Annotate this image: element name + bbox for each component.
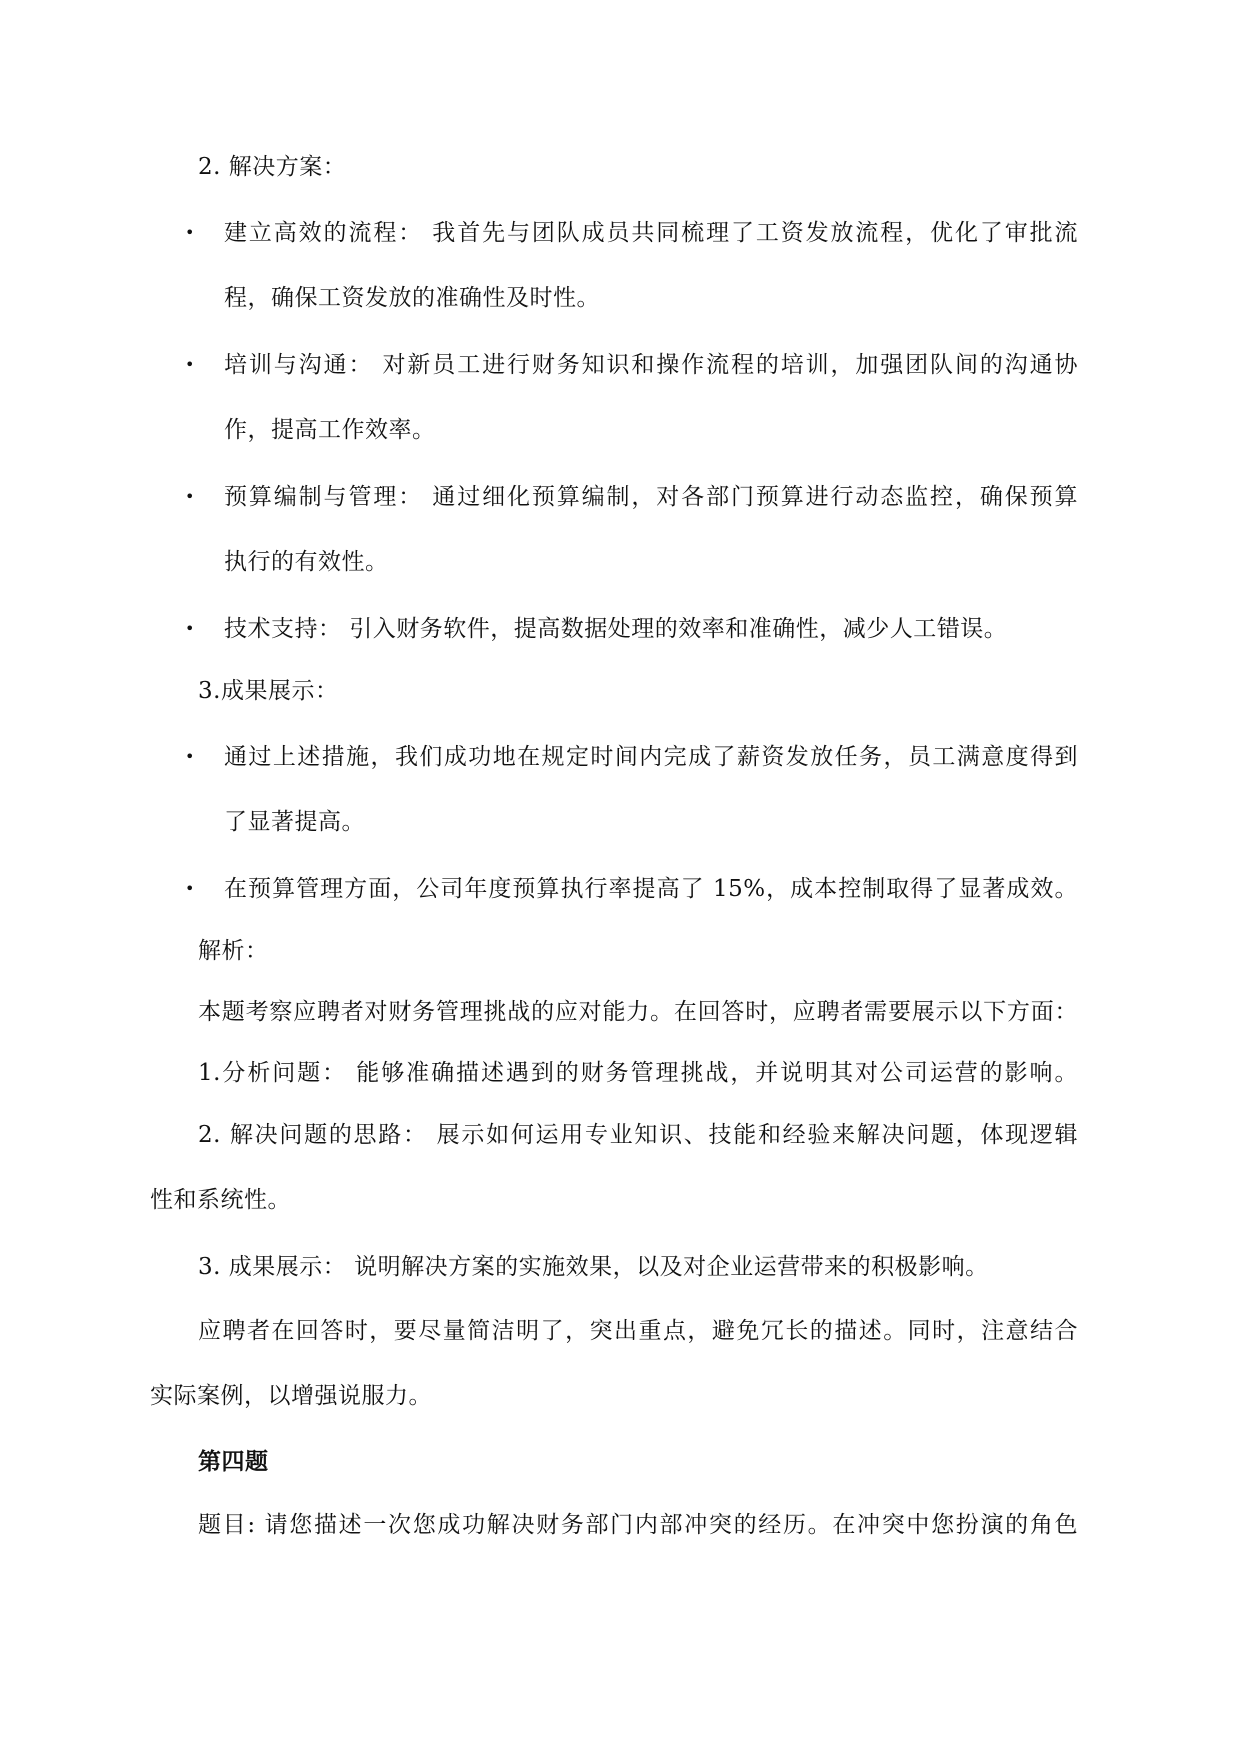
result-1-line1: 通过上述措施，我们成功地在规定时间内完成了薪资发放任务，员工满意度得到: [224, 744, 1078, 770]
solution-3-line2: 执行的有效性。: [224, 549, 389, 575]
analysis-point-2-line1: 2. 解决问题的思路： 展示如何运用专业知识、技能和经验来解决问题，体现逻辑: [198, 1122, 1078, 1148]
section3-heading: 3.成果展示：: [198, 678, 339, 704]
solution-2-line2: 作，提高工作效率。: [224, 417, 436, 443]
bullet-icon: •: [185, 355, 195, 374]
advice-line1: 应聘者在回答时，要尽量简洁明了，突出重点，避免冗长的描述。同时，注意结合: [198, 1318, 1078, 1344]
bullet-icon: •: [185, 223, 195, 242]
analysis-point-3: 3. 成果展示： 说明解决方案的实施效果，以及对企业运营带来的积极影响。: [198, 1254, 989, 1280]
bullet-icon: •: [185, 879, 195, 898]
q4-prompt: 题目: 请您描述一次您成功解决财务部门内部冲突的经历。在冲突中您扮演的角色: [198, 1512, 1078, 1538]
result-1-line2: 了显著提高。: [224, 809, 365, 835]
solution-4-line1: 技术支持： 引入财务软件，提高数据处理的效率和准确性，减少人工错误。: [224, 616, 1008, 642]
q4-heading: 第四题: [198, 1449, 269, 1475]
section2-heading: 2. 解决方案：: [198, 154, 347, 180]
analysis-point-1: 1.分析问题： 能够准确描述遇到的财务管理挑战，并说明其对公司运营的影响。: [198, 1060, 1078, 1086]
bullet-icon: •: [185, 747, 195, 766]
analysis-intro: 本题考察应聘者对财务管理挑战的应对能力。在回答时，应聘者需要展示以下方面：: [198, 999, 1078, 1025]
solution-2-line1: 培训与沟通： 对新员工进行财务知识和操作流程的培训，加强团队间的沟通协: [224, 352, 1078, 378]
solution-3-line1: 预算编制与管理： 通过细化预算编制，对各部门预算进行动态监控，确保预算: [224, 484, 1078, 510]
bullet-icon: •: [185, 619, 195, 638]
analysis-point-2-line2: 性和系统性。: [150, 1187, 291, 1213]
advice-line2: 实际案例，以增强说服力。: [150, 1383, 432, 1409]
result-2-line1: 在预算管理方面，公司年度预算执行率提高了 15%，成本控制取得了显著成效。: [224, 876, 1078, 902]
solution-1-line1: 建立高效的流程： 我首先与团队成员共同梳理了工资发放流程，优化了审批流: [224, 220, 1078, 246]
analysis-heading: 解析：: [198, 938, 269, 964]
solution-1-line2: 程，确保工资发放的准确性及时性。: [224, 285, 600, 311]
bullet-icon: •: [185, 487, 195, 506]
